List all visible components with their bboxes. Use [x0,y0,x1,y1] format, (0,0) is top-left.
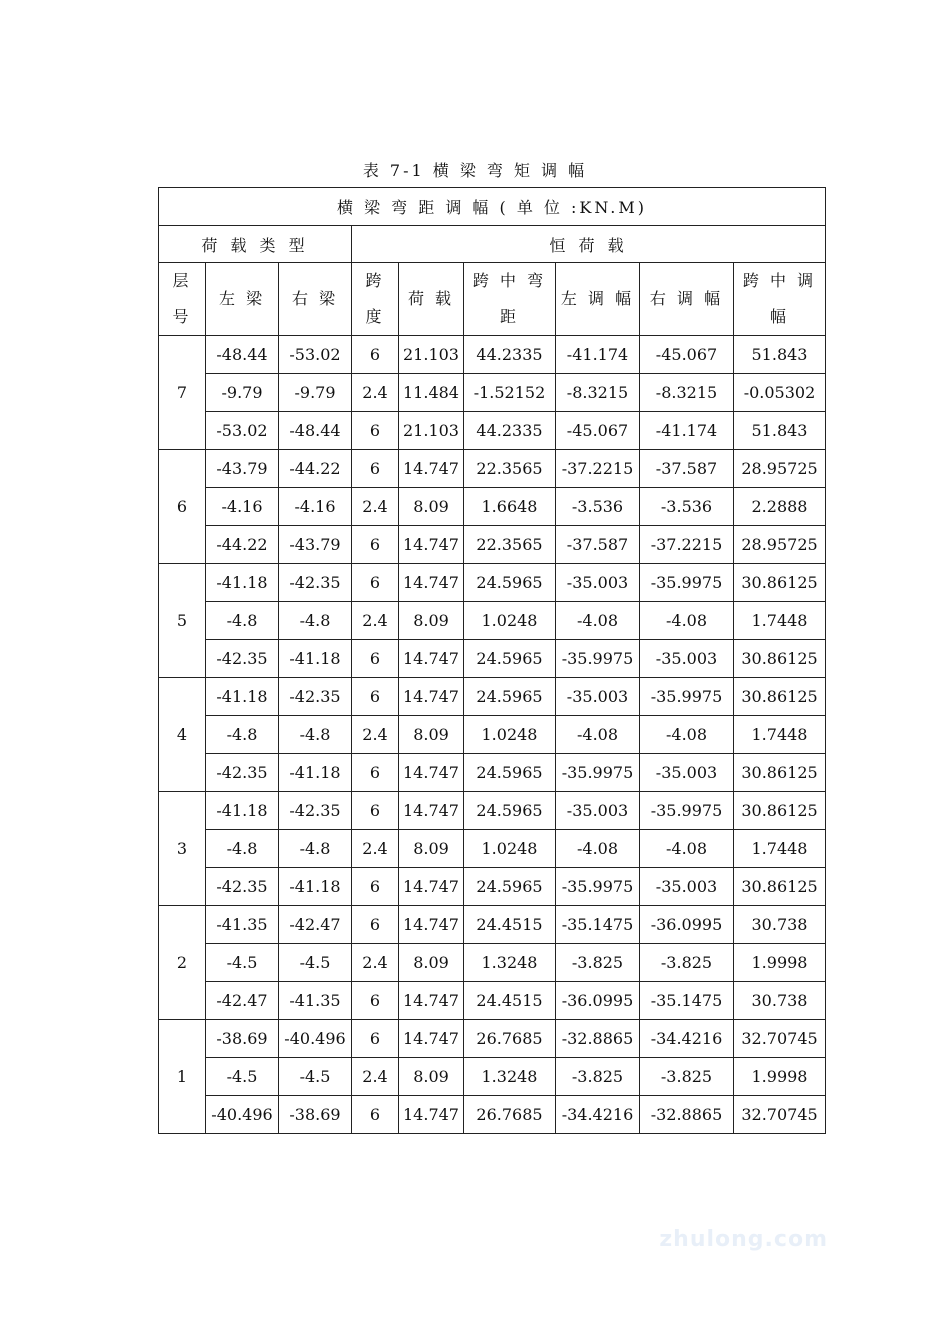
cell-load: 14.747 [399,1096,464,1134]
cell-left-beam: -53.02 [206,412,279,450]
cell-right-adjust: -8.3215 [640,374,734,412]
cell-midspan-moment: 26.7685 [464,1096,556,1134]
cell-mid-adjust: 1.9998 [734,1058,826,1096]
load-type-value: 恒 荷 载 [352,226,826,263]
cell-left-beam: -4.16 [206,488,279,526]
cell-right-beam: -4.8 [279,602,352,640]
cell-right-beam: -53.02 [279,336,352,374]
cell-mid-adjust: 28.95725 [734,450,826,488]
cell-span: 2.4 [352,944,399,982]
cell-span: 2.4 [352,488,399,526]
cell-right-adjust: -41.174 [640,412,734,450]
cell-load: 14.747 [399,640,464,678]
cell-span: 6 [352,412,399,450]
cell-left-adjust: -35.9975 [556,640,640,678]
cell-span: 6 [352,526,399,564]
load-type-label: 荷 载 类 型 [159,226,352,263]
cell-left-beam: -44.22 [206,526,279,564]
cell-right-adjust: -36.0995 [640,906,734,944]
cell-left-adjust: -3.825 [556,944,640,982]
table-caption: 表 7-1 横 梁 弯 矩 调 幅 [362,161,588,180]
cell-left-beam: -41.18 [206,564,279,602]
table-row [159,830,826,868]
cell-right-adjust: -4.08 [640,830,734,868]
cell-load: 21.103 [399,412,464,450]
cell-right-adjust: -35.9975 [640,792,734,830]
cell-right-adjust: -37.2215 [640,526,734,564]
cell-left-beam: -4.5 [206,944,279,982]
cell-right-beam: -4.8 [279,830,352,868]
header-load: 荷 载 [399,263,464,336]
cell-right-adjust: -45.067 [640,336,734,374]
cell-left-adjust: -3.825 [556,1058,640,1096]
level-cell: 5 [159,564,206,678]
cell-mid-adjust: 30.86125 [734,640,826,678]
cell-right-adjust: -35.9975 [640,678,734,716]
cell-right-adjust: -32.8865 [640,1096,734,1134]
cell-left-adjust: -34.4216 [556,1096,640,1134]
cell-mid-adjust: 1.7448 [734,602,826,640]
header-right-adjust: 右 调 幅 [640,263,734,336]
column-header-row [159,263,826,336]
cell-midspan-moment: 1.0248 [464,602,556,640]
cell-span: 6 [352,792,399,830]
cell-left-adjust: -35.003 [556,792,640,830]
cell-right-beam: -41.18 [279,754,352,792]
cell-load: 14.747 [399,868,464,906]
cell-span: 6 [352,450,399,488]
cell-right-beam: -48.44 [279,412,352,450]
level-cell: 2 [159,906,206,1020]
watermark: zhulong.com [659,1227,828,1252]
cell-right-beam: -42.35 [279,792,352,830]
header-midspan-moment: 跨 中 弯 距 [464,263,556,336]
cell-midspan-moment: 24.5965 [464,868,556,906]
cell-right-adjust: -35.1475 [640,982,734,1020]
cell-left-beam: -42.35 [206,640,279,678]
cell-right-beam: -9.79 [279,374,352,412]
table-row [159,906,826,944]
level-cell: 7 [159,336,206,450]
cell-midspan-moment: 24.5965 [464,678,556,716]
table-row [159,982,826,1020]
cell-left-beam: -42.47 [206,982,279,1020]
cell-right-adjust: -34.4216 [640,1020,734,1058]
cell-span: 2.4 [352,1058,399,1096]
cell-mid-adjust: 28.95725 [734,526,826,564]
cell-midspan-moment: 24.4515 [464,906,556,944]
cell-midspan-moment: -1.52152 [464,374,556,412]
cell-span: 2.4 [352,830,399,868]
cell-mid-adjust: 30.86125 [734,868,826,906]
cell-left-adjust: -4.08 [556,602,640,640]
cell-right-beam: -40.496 [279,1020,352,1058]
table-row [159,716,826,754]
cell-mid-adjust: 30.86125 [734,678,826,716]
cell-midspan-moment: 44.2335 [464,336,556,374]
cell-right-adjust: -37.587 [640,450,734,488]
table-row [159,1020,826,1058]
cell-left-beam: -9.79 [206,374,279,412]
cell-right-beam: -41.35 [279,982,352,1020]
table-row [159,792,826,830]
cell-left-beam: -38.69 [206,1020,279,1058]
cell-midspan-moment: 22.3565 [464,526,556,564]
cell-span: 6 [352,1020,399,1058]
table-row [159,412,826,450]
header-mid-adjust-line2: 幅 [769,307,789,326]
cell-right-adjust: -3.825 [640,944,734,982]
table-row [159,488,826,526]
table-row [159,640,826,678]
header-left-beam: 左 梁 [206,263,279,336]
cell-midspan-moment: 22.3565 [464,450,556,488]
cell-right-adjust: -35.9975 [640,564,734,602]
cell-right-adjust: -3.825 [640,1058,734,1096]
cell-left-beam: -41.35 [206,906,279,944]
header-right-beam: 右 梁 [279,263,352,336]
table-row [159,678,826,716]
header-span-line2: 度 [365,307,385,326]
cell-right-beam: -44.22 [279,450,352,488]
cell-mid-adjust: 1.7448 [734,830,826,868]
cell-load: 14.747 [399,678,464,716]
cell-right-adjust: -35.003 [640,640,734,678]
table-row [159,944,826,982]
cell-left-adjust: -41.174 [556,336,640,374]
load-type-row [159,226,826,263]
table-row [159,754,826,792]
cell-left-adjust: -8.3215 [556,374,640,412]
cell-left-adjust: -4.08 [556,716,640,754]
cell-right-beam: -38.69 [279,1096,352,1134]
cell-right-adjust: -35.003 [640,868,734,906]
cell-left-adjust: -37.587 [556,526,640,564]
cell-left-adjust: -4.08 [556,830,640,868]
cell-left-beam: -4.8 [206,830,279,868]
cell-span: 6 [352,678,399,716]
cell-load: 14.747 [399,792,464,830]
cell-left-adjust: -36.0995 [556,982,640,1020]
cell-right-adjust: -3.536 [640,488,734,526]
cell-left-adjust: -37.2215 [556,450,640,488]
cell-load: 14.747 [399,982,464,1020]
cell-right-beam: -43.79 [279,526,352,564]
cell-midspan-moment: 1.0248 [464,716,556,754]
cell-left-beam: -42.35 [206,868,279,906]
cell-load: 8.09 [399,488,464,526]
cell-left-beam: -4.8 [206,602,279,640]
header-mid-adjust [734,263,826,336]
cell-span: 6 [352,982,399,1020]
cell-right-adjust: -4.08 [640,716,734,754]
cell-right-adjust: -35.003 [640,754,734,792]
table-row [159,868,826,906]
cell-load: 8.09 [399,602,464,640]
cell-load: 8.09 [399,716,464,754]
cell-mid-adjust: -0.05302 [734,374,826,412]
cell-mid-adjust: 1.7448 [734,716,826,754]
cell-load: 14.747 [399,1020,464,1058]
cell-span: 6 [352,1096,399,1134]
cell-right-beam: -41.18 [279,640,352,678]
cell-load: 14.747 [399,526,464,564]
cell-mid-adjust: 30.738 [734,906,826,944]
table-row [159,526,826,564]
cell-left-adjust: -35.003 [556,678,640,716]
cell-mid-adjust: 51.843 [734,336,826,374]
cell-right-beam: -42.35 [279,678,352,716]
cell-mid-adjust: 2.2888 [734,488,826,526]
cell-span: 2.4 [352,716,399,754]
table-row [159,374,826,412]
table-row [159,1058,826,1096]
cell-span: 6 [352,906,399,944]
cell-load: 14.747 [399,564,464,602]
cell-span: 6 [352,754,399,792]
cell-midspan-moment: 24.5965 [464,754,556,792]
cell-left-beam: -43.79 [206,450,279,488]
cell-load: 8.09 [399,944,464,982]
cell-left-beam: -41.18 [206,792,279,830]
table-title: 横 梁 弯 距 调 幅 ( 单 位 :KN.M) [159,188,826,226]
level-cell: 1 [159,1020,206,1134]
table-row [159,564,826,602]
header-left-adjust: 左 调 幅 [556,263,640,336]
level-cell: 3 [159,792,206,906]
cell-left-adjust: -35.9975 [556,868,640,906]
cell-mid-adjust: 30.86125 [734,792,826,830]
cell-midspan-moment: 1.6648 [464,488,556,526]
header-span [352,263,399,336]
cell-right-beam: -4.5 [279,944,352,982]
cell-mid-adjust: 30.86125 [734,754,826,792]
table-row [159,450,826,488]
cell-left-beam: -40.496 [206,1096,279,1134]
cell-load: 8.09 [399,830,464,868]
cell-midspan-moment: 24.4515 [464,982,556,1020]
cell-right-beam: -42.35 [279,564,352,602]
cell-left-beam: -42.35 [206,754,279,792]
cell-left-adjust: -45.067 [556,412,640,450]
level-cell: 6 [159,450,206,564]
cell-span: 2.4 [352,374,399,412]
cell-span: 6 [352,564,399,602]
cell-left-beam: -48.44 [206,336,279,374]
cell-mid-adjust: 30.86125 [734,564,826,602]
cell-midspan-moment: 1.3248 [464,944,556,982]
cell-midspan-moment: 24.5965 [464,640,556,678]
cell-midspan-moment: 24.5965 [464,792,556,830]
table-title-row [159,188,826,226]
cell-left-adjust: -35.9975 [556,754,640,792]
cell-load: 11.484 [399,374,464,412]
table-row [159,602,826,640]
cell-right-beam: -42.47 [279,906,352,944]
cell-midspan-moment: 24.5965 [464,564,556,602]
cell-span: 6 [352,640,399,678]
cell-left-adjust: -35.003 [556,564,640,602]
cell-load: 21.103 [399,336,464,374]
cell-mid-adjust: 32.70745 [734,1096,826,1134]
cell-mid-adjust: 1.9998 [734,944,826,982]
cell-midspan-moment: 26.7685 [464,1020,556,1058]
cell-left-adjust: -3.536 [556,488,640,526]
cell-span: 6 [352,336,399,374]
cell-left-beam: -4.5 [206,1058,279,1096]
moment-adjustment-table [158,187,826,1134]
table-row [159,1096,826,1134]
cell-span: 2.4 [352,602,399,640]
cell-right-adjust: -4.08 [640,602,734,640]
cell-midspan-moment: 1.3248 [464,1058,556,1096]
cell-right-beam: -4.5 [279,1058,352,1096]
cell-midspan-moment: 1.0248 [464,830,556,868]
cell-right-beam: -4.8 [279,716,352,754]
level-cell: 4 [159,678,206,792]
cell-mid-adjust: 30.738 [734,982,826,1020]
cell-left-beam: -4.8 [206,716,279,754]
cell-load: 8.09 [399,1058,464,1096]
cell-right-beam: -4.16 [279,488,352,526]
header-level: 层 号 [159,263,206,336]
cell-left-beam: -41.18 [206,678,279,716]
cell-left-adjust: -35.1475 [556,906,640,944]
cell-load: 14.747 [399,754,464,792]
cell-mid-adjust: 32.70745 [734,1020,826,1058]
cell-load: 14.747 [399,906,464,944]
cell-left-adjust: -32.8865 [556,1020,640,1058]
cell-span: 6 [352,868,399,906]
header-span-line1: 跨 [365,271,385,290]
cell-right-beam: -41.18 [279,868,352,906]
table-row [159,336,826,374]
cell-load: 14.747 [399,450,464,488]
header-mid-adjust-line1: 跨 中 调 [742,271,817,290]
cell-midspan-moment: 44.2335 [464,412,556,450]
cell-mid-adjust: 51.843 [734,412,826,450]
